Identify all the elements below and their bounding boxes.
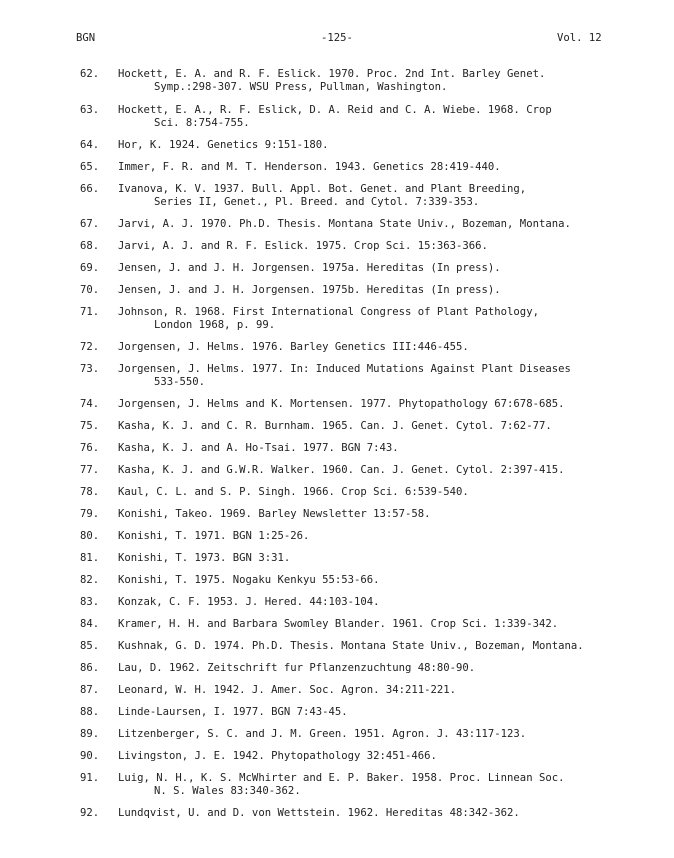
reference-text: Kaul, C. L. and S. P. Singh. 1966. Crop Sci. 6:539-540. [118,486,469,498]
reference-entry [80,218,665,231]
reference-entry [80,464,665,477]
reference-text: Konishi, Takeo. 1969. Barley Newsletter 13:57-58. [118,508,431,520]
reference-text: Konishi, T. 1973. BGN 3:31. [118,552,291,564]
reference-list [80,68,665,820]
reference-entry [80,662,665,675]
reference-text: Kasha, K. J. and C. R. Burnham. 1965. Can. J. Genet. Cytol. 7:62-77. [118,420,552,432]
reference-text: Hockett, E. A., R. F. Eslick, D. A. Reid and C. A. Wiebe. 1968. Crop [118,104,552,116]
reference-number: 82. [80,574,100,586]
reference-entry [80,363,665,389]
reference-entry [80,618,665,631]
reference-text: Leonard, W. H. 1942. J. Amer. Soc. Agron. 34:211-221. [118,684,457,696]
reference-entry [80,684,665,697]
reference-text-continuation: Symp.:298-307. WSU Press, Pullman, Washington. [154,81,448,93]
reference-number: 70. [80,284,100,296]
reference-number: 85. [80,640,100,652]
reference-text: Jensen, J. and J. H. Jorgensen. 1975a. Hereditas (In press). [118,262,501,274]
reference-text-continuation: 533-550. [154,376,206,388]
reference-entry [80,574,665,587]
reference-number: 91. [80,772,100,784]
reference-text: Jorgensen, J. Helms. 1977. In: Induced Mutations Against Plant Diseases [118,363,571,375]
reference-number: 66. [80,183,100,195]
header-page-number: -125- [321,32,353,44]
reference-text: Kramer, H. H. and Barbara Swomley Blander. 1961. Crop Sci. 1:339-342. [118,618,559,630]
reference-entry [80,486,665,499]
reference-text: Linde-Laursen, I. 1977. BGN 7:43-45. [118,706,348,718]
reference-number: 74. [80,398,100,410]
reference-number: 73. [80,363,100,375]
reference-entry [80,728,665,741]
reference-entry [80,706,665,719]
reference-text-continuation: London 1968, p. 99. [154,319,276,331]
reference-text: Jorgensen, J. Helms. 1976. Barley Genetics III:446-455. [118,341,469,353]
reference-entry [80,398,665,411]
reference-entry [80,772,665,798]
reference-entry [80,442,665,455]
reference-number: 78. [80,486,100,498]
reference-entry [80,508,665,521]
reference-number: 62. [80,68,100,80]
reference-text: Jarvi, A. J. 1970. Ph.D. Thesis. Montana State Univ., Bozeman, Montana. [118,218,571,230]
reference-text-continuation: N. S. Wales 83:340-362. [154,785,301,797]
reference-number: 65. [80,161,100,173]
reference-text: Ivanova, K. V. 1937. Bull. Appl. Bot. Genet. and Plant Breeding, [118,183,527,195]
reference-number: 87. [80,684,100,696]
reference-entry [80,183,665,209]
reference-number: 92. [80,807,100,819]
reference-number: 90. [80,750,100,762]
reference-number: 77. [80,464,100,476]
reference-entry [80,420,665,433]
reference-entry [80,161,665,174]
reference-text: Konishi, T. 1975. Nogaku Kenkyu 55:53-66. [118,574,380,586]
reference-number: 83. [80,596,100,608]
reference-text: Konzak, C. F. 1953. J. Hered. 44:103-104. [118,596,380,608]
reference-number: 67. [80,218,100,230]
reference-text: Kasha, K. J. and G.W.R. Walker. 1960. Can. J. Genet. Cytol. 2:397-415. [118,464,565,476]
reference-number: 72. [80,341,100,353]
reference-number: 63. [80,104,100,116]
reference-entry [80,104,665,130]
reference-text: Immer, F. R. and M. T. Henderson. 1943. Genetics 28:419-440. [118,161,501,173]
reference-text: Jorgensen, J. Helms and K. Mortensen. 1977. Phytopathology 67:678-685. [118,398,565,410]
reference-entry [80,341,665,354]
reference-text: Lundqvist, U. and D. von Wettstein. 1962. Hereditas 48:342-362. [118,807,520,819]
header-journal: BGN [76,32,96,44]
reference-number: 71. [80,306,100,318]
reference-number: 68. [80,240,100,252]
reference-entry [80,807,665,820]
reference-text: Jarvi, A. J. and R. F. Eslick. 1975. Crop Sci. 15:363-366. [118,240,488,252]
reference-entry [80,552,665,565]
reference-entry [80,306,665,332]
reference-text: Konishi, T. 1971. BGN 1:25-26. [118,530,310,542]
reference-text: Kushnak, G. D. 1974. Ph.D. Thesis. Montana State Univ., Bozeman, Montana. [118,640,584,652]
reference-number: 76. [80,442,100,454]
reference-entry [80,139,665,152]
reference-number: 84. [80,618,100,630]
reference-entry [80,750,665,763]
reference-text: Livingston, J. E. 1942. Phytopathology 32:451-466. [118,750,437,762]
reference-text-continuation: Series II, Genet., Pl. Breed. and Cytol. 7:339-353. [154,196,480,208]
reference-text: Lau, D. 1962. Zeitschrift fur Pflanzenzuchtung 48:80-90. [118,662,476,674]
reference-entry [80,262,665,275]
reference-text: Johnson, R. 1968. First International Congress of Plant Pathology, [118,306,539,318]
reference-number: 79. [80,508,100,520]
reference-text: Luig, N. H., K. S. McWhirter and E. P. Baker. 1958. Proc. Linnean Soc. [118,772,565,784]
reference-entry [80,640,665,653]
reference-text: Litzenberger, S. C. and J. M. Green. 1951. Agron. J. 43:117-123. [118,728,527,740]
reference-number: 80. [80,530,100,542]
reference-number: 86. [80,662,100,674]
reference-entry [80,530,665,543]
reference-number: 88. [80,706,100,718]
reference-number: 81. [80,552,100,564]
reference-entry [80,596,665,609]
reference-text: Kasha, K. J. and A. Ho-Tsai. 1977. BGN 7:43. [118,442,399,454]
reference-entry [80,240,665,253]
header-volume: Vol. 12 [557,32,602,44]
reference-text: Hor, K. 1924. Genetics 9:151-180. [118,139,329,151]
reference-entry [80,284,665,297]
reference-number: 75. [80,420,100,432]
reference-number: 69. [80,262,100,274]
reference-text: Jensen, J. and J. H. Jorgensen. 1975b. Hereditas (In press). [118,284,501,296]
reference-number: 64. [80,139,100,151]
reference-text-continuation: Sci. 8:754-755. [154,117,250,129]
reference-number: 89. [80,728,100,740]
reference-text: Hockett, E. A. and R. F. Eslick. 1970. Proc. 2nd Int. Barley Genet. [118,68,546,80]
reference-entry [80,68,665,94]
